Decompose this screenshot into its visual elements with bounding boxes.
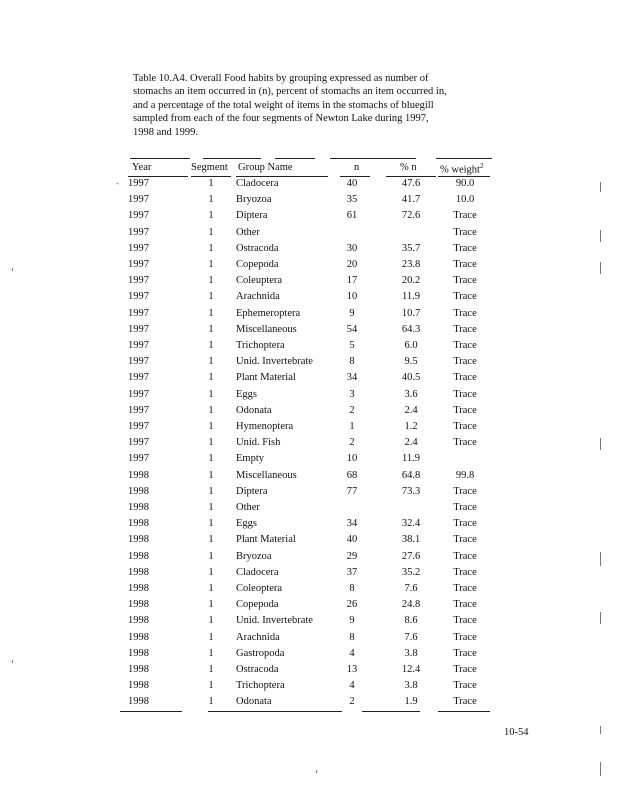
table-row [0,502,618,518]
cell-segment: 1 [208,534,214,546]
cell-group-name: Diptera [236,210,268,222]
cell-year: 1997 [128,275,149,287]
cell-n: 17 [346,275,358,287]
cell-group-name: Unid. Invertebrate [236,615,313,627]
cell-group-name: Miscellaneous [236,469,297,481]
cell-pct-n: 40.5 [401,372,421,384]
cell-pct-weight: Trace [453,404,477,416]
page-number: 10-54 [504,727,529,738]
table-row [0,259,618,275]
cell-n: 30 [346,242,358,254]
cell-pct-weight: Trace [453,615,477,627]
table-row [0,518,618,534]
cell-n: 34 [346,518,358,530]
cell-group-name: Diptera [236,485,268,497]
cell-segment: 1 [208,696,214,708]
cell-segment: 1 [208,178,214,189]
caption-line: sampled from each of the four segments of Newton Lake during 1997, [133,113,429,125]
cell-group-name: Odonata [236,696,272,708]
cell-year: 1997 [128,340,149,351]
cell-pct-weight: Trace [453,275,477,287]
cell-group-name: Hymenoptera [236,421,294,432]
cell-group-name: Other [236,502,260,513]
cell-segment: 1 [208,469,214,481]
cell-pct-weight: Trace [453,388,477,400]
cell-pct-n: 23.8 [401,259,421,270]
cell-n: 8 [349,356,355,368]
cell-n: 4 [349,680,355,692]
cell-n: 37 [346,566,358,578]
cell-pct-weight: Trace [453,242,477,254]
header-pct-weight-label: % weight [440,164,480,176]
cell-pct-weight: Trace [453,518,477,530]
cell-pct-n: 72.6 [401,210,421,222]
scan-mark-right [600,762,601,776]
table-row [0,437,618,453]
cell-segment: 1 [208,210,214,222]
cell-pct-weight: Trace [453,210,477,222]
cell-segment: 1 [208,680,214,692]
cell-pct-weight: Trace [453,226,477,238]
header-rule-top [436,158,492,159]
table-row [0,599,618,615]
cell-year: 1998 [128,680,149,692]
cell-n: 8 [349,631,355,643]
scan-mark-right [600,182,601,192]
cell-pct-n: 3.8 [404,647,418,659]
table-row [0,291,618,307]
table-row [0,696,618,712]
cell-n: 2 [349,696,355,708]
table-row [0,405,618,421]
cell-pct-weight: 90.0 [455,178,475,189]
cell-segment: 1 [208,275,214,287]
table-row [0,680,618,696]
scan-mark-right [600,262,601,274]
cell-segment: 1 [208,485,214,497]
cell-group-name: Other [236,226,260,238]
cell-n: 61 [346,210,358,222]
header-rule-bottom [386,176,436,177]
table-row [0,356,618,372]
table-row [0,567,618,583]
cell-group-name: Bryozoa [236,550,272,562]
scan-mark-right [600,230,601,242]
cell-year: 1997 [128,194,149,206]
cell-n: 77 [346,485,358,497]
cell-group-name: Coleoptera [236,583,283,594]
cell-year: 1997 [128,404,149,416]
cell-segment: 1 [208,421,214,432]
cell-pct-n: 1.2 [404,421,418,432]
cell-group-name: Trichoptera [236,340,285,351]
header-rule-top [203,158,261,159]
cell-pct-weight: 10.0 [455,194,475,206]
cell-n: 5 [349,340,355,351]
cell-n: 35 [346,194,358,206]
cell-segment: 1 [208,518,214,530]
cell-segment: 1 [208,437,214,449]
cell-segment: 1 [208,404,214,416]
cell-segment: 1 [208,550,214,562]
cell-n: 8 [349,583,355,594]
cell-group-name: Bryozoa [236,194,272,206]
cell-n: 2 [349,437,355,449]
cell-segment: 1 [208,226,214,238]
cell-year: 1997 [128,178,149,189]
scan-mark-left [12,268,13,271]
cell-pct-weight: Trace [453,259,477,270]
cell-pct-weight: Trace [453,340,477,351]
table-row [0,470,618,486]
cell-pct-n: 64.8 [401,469,421,481]
cell-year: 1997 [128,388,149,400]
cell-year: 1998 [128,550,149,562]
cell-pct-n: 1.9 [404,696,418,708]
cell-n: 9 [349,307,355,319]
cell-pct-weight: Trace [453,566,477,578]
cell-group-name: Coleuptera [236,275,283,287]
cell-group-name: Copepoda [236,599,279,611]
table-row [0,632,618,648]
table-row [0,551,618,567]
cell-group-name: Odonata [236,404,272,416]
cell-year: 1998 [128,485,149,497]
cell-pct-n: 2.4 [404,404,418,416]
cell-group-name: Arachnida [236,291,280,303]
cell-segment: 1 [208,664,214,675]
cell-year: 1998 [128,502,149,513]
cell-pct-weight: 99.8 [455,469,475,481]
cell-pct-n: 8.6 [404,615,418,627]
table-row [0,389,618,405]
table-row [0,664,618,680]
cell-pct-weight: Trace [453,323,477,335]
cell-pct-weight: Trace [453,534,477,546]
cell-pct-n: 7.6 [404,583,418,594]
cell-n: 68 [346,469,358,481]
table-bottom-rule [438,711,490,712]
cell-year: 1997 [128,226,149,238]
header-pct-weight [440,162,483,176]
cell-segment: 1 [208,388,214,400]
cell-group-name: Ostracoda [236,664,279,675]
caption-line: 1998 and 1999. [133,126,199,138]
scan-mark-right [600,726,601,734]
cell-pct-weight: Trace [453,599,477,611]
scan-mark-dash: - [116,178,119,188]
cell-segment: 1 [208,631,214,643]
cell-n: 3 [349,388,355,400]
header-segment: Segment [191,162,228,173]
cell-group-name: Unid. Fish [236,437,281,449]
cell-pct-weight: Trace [453,664,477,675]
cell-segment: 1 [208,583,214,594]
cell-year: 1997 [128,453,149,465]
cell-pct-weight: Trace [453,356,477,368]
cell-n: 40 [346,178,358,189]
table-row [0,648,618,664]
cell-year: 1998 [128,566,149,578]
cell-pct-n: 35.2 [401,566,421,578]
cell-pct-n: 2.4 [404,437,418,449]
scan-mark-right [600,552,601,566]
cell-segment: 1 [208,340,214,351]
header-rule-bottom [438,176,490,177]
cell-pct-weight: Trace [453,583,477,594]
caption-line: stomachs an item occurred in (n), percent of stomachs an item occurred in, [133,86,447,98]
cell-year: 1997 [128,242,149,254]
caption-line: and a percentage of the total weight of items in the stomachs of bluegill [133,99,434,111]
cell-year: 1997 [128,421,149,432]
table-caption [133,72,493,139]
cell-year: 1997 [128,372,149,384]
cell-pct-n: 6.0 [404,340,418,351]
cell-group-name: Empty [236,453,264,465]
cell-pct-n: 9.5 [404,356,418,368]
cell-pct-weight: Trace [453,437,477,449]
cell-group-name: Cladocera [236,566,279,578]
cell-pct-n: 35.7 [401,242,421,254]
cell-n: 4 [349,647,355,659]
cell-n: 54 [346,323,358,335]
table-row [0,615,618,631]
cell-pct-weight: Trace [453,307,477,319]
cell-year: 1997 [128,259,149,270]
cell-pct-n: 41.7 [401,194,421,206]
cell-group-name: Eggs [236,388,257,400]
cell-group-name: Trichoptera [236,680,285,692]
cell-year: 1998 [128,518,149,530]
table-row [0,227,618,243]
table-bottom-rule [208,711,342,712]
cell-group-name: Ostracoda [236,242,279,254]
table-row [0,275,618,291]
header-rule-bottom [191,176,231,177]
cell-segment: 1 [208,566,214,578]
table-row [0,210,618,226]
cell-n: 26 [346,599,358,611]
cell-pct-n: 11.9 [402,453,420,465]
cell-n: 9 [349,615,355,627]
cell-pct-weight: Trace [453,647,477,659]
cell-n: 10 [346,291,358,303]
cell-pct-n: 3.6 [404,388,418,400]
table-row [0,421,618,437]
cell-segment: 1 [208,356,214,368]
table-row [0,243,618,259]
cell-segment: 1 [208,323,214,335]
table-row [0,583,618,599]
cell-pct-weight: Trace [453,550,477,562]
caption-line: Table 10.A4. Overall Food habits by grouping expressed as number of [133,73,429,84]
cell-pct-n: 10.7 [401,307,421,319]
cell-pct-n: 38.1 [401,534,421,546]
cell-year: 1998 [128,583,149,594]
header-rule-top [130,158,190,159]
cell-year: 1997 [128,210,149,222]
cell-segment: 1 [208,194,214,206]
cell-group-name: Plant Material [236,372,296,384]
cell-n: 29 [346,550,358,562]
cell-n: 13 [346,664,358,675]
cell-year: 1998 [128,469,149,481]
cell-year: 1998 [128,664,149,675]
cell-pct-weight: Trace [453,631,477,643]
cell-segment: 1 [208,372,214,384]
cell-pct-n: 32.4 [401,518,421,530]
cell-pct-n: 11.9 [402,291,420,303]
cell-group-name: Unid. Invertebrate [236,356,313,368]
header-n: n [354,162,360,173]
cell-pct-n: 73.3 [401,485,421,497]
cell-segment: 1 [208,502,214,513]
cell-segment: 1 [208,291,214,303]
cell-year: 1998 [128,631,149,643]
header-rule-bottom [340,176,370,177]
cell-year: 1997 [128,356,149,368]
cell-pct-weight: Trace [453,485,477,497]
cell-pct-n: 7.6 [404,631,418,643]
cell-group-name: Eggs [236,518,257,530]
table-bottom-rule [120,711,182,712]
cell-pct-n: 3.8 [404,680,418,692]
header-rule-top [330,158,416,159]
scan-mark-right [600,612,601,624]
table-row [0,372,618,388]
table-row [0,308,618,324]
cell-segment: 1 [208,453,214,465]
cell-n: 40 [346,534,358,546]
cell-group-name: Cladocera [236,178,279,189]
cell-pct-weight: Trace [453,421,477,432]
cell-segment: 1 [208,647,214,659]
table-row [0,178,618,194]
cell-group-name: Copepoda [236,259,279,270]
table-row [0,324,618,340]
cell-year: 1997 [128,437,149,449]
cell-year: 1998 [128,534,149,546]
table-row [0,453,618,469]
cell-pct-weight: Trace [453,680,477,692]
table-bottom-rule [362,711,420,712]
cell-n: 1 [349,421,355,432]
cell-group-name: Arachnida [236,631,280,643]
cell-n: 2 [349,404,355,416]
table-row [0,486,618,502]
header-rule-top [275,158,315,159]
header-year: Year [132,162,152,173]
header-pct-n: % n [400,162,417,173]
cell-pct-n: 24.8 [401,599,421,611]
header-rule-bottom [128,176,188,177]
scan-mark-right [600,438,601,450]
table-row [0,340,618,356]
cell-segment: 1 [208,259,214,270]
cell-year: 1998 [128,696,149,708]
cell-segment: 1 [208,307,214,319]
table-row [0,194,618,210]
cell-year: 1997 [128,323,149,335]
cell-pct-n: 20.2 [401,275,421,287]
cell-segment: 1 [208,615,214,627]
cell-n: 20 [346,259,358,270]
cell-pct-n: 64.3 [401,323,421,335]
table-row [0,534,618,550]
cell-segment: 1 [208,242,214,254]
cell-year: 1997 [128,291,149,303]
cell-n: 10 [346,453,358,465]
cell-n: 34 [346,372,358,384]
cell-pct-n: 27.6 [401,550,421,562]
footnote-marker: 2 [479,162,484,170]
header-rule-bottom [236,176,328,177]
cell-group-name: Miscellaneous [236,323,297,335]
cell-group-name: Gastropoda [236,647,285,659]
scan-mark-left [12,660,13,663]
cell-segment: 1 [208,599,214,611]
header-group-name: Group Name [238,162,293,173]
cell-pct-weight: Trace [453,291,477,303]
scan-mark-bottom [316,770,317,773]
cell-year: 1998 [128,599,149,611]
cell-pct-weight: Trace [453,502,477,513]
cell-pct-weight: Trace [453,696,477,708]
cell-pct-weight: Trace [453,372,477,384]
cell-pct-n: 47.6 [401,178,421,189]
cell-year: 1997 [128,307,149,319]
cell-year: 1998 [128,647,149,659]
cell-year: 1998 [128,615,149,627]
cell-group-name: Plant Material [236,534,296,546]
cell-group-name: Ephemeroptera [236,307,301,319]
cell-pct-n: 12.4 [401,664,421,675]
